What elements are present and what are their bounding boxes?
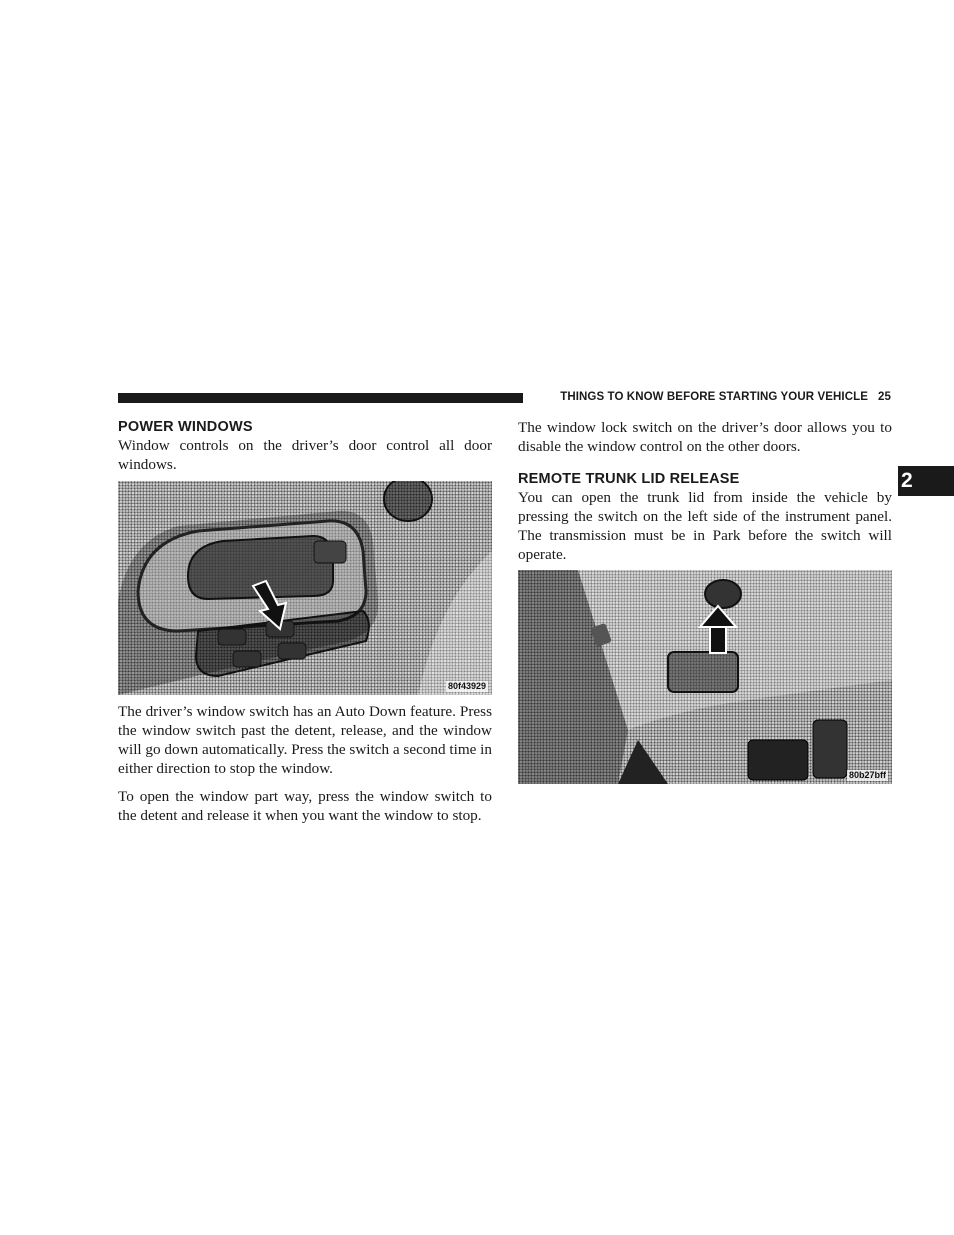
chapter-tab: 2 xyxy=(898,466,954,496)
figure-code: 80b27bff xyxy=(848,770,886,780)
door-window-switch-illustration xyxy=(118,481,492,695)
right-column xyxy=(518,418,892,791)
section-heading-power-windows: POWER WINDOWS xyxy=(118,419,253,435)
running-header xyxy=(533,390,891,405)
figure-code: 80f43929 xyxy=(447,681,486,691)
door-panel-drawing xyxy=(118,481,492,695)
header-title: THINGS TO KNOW BEFORE STARTING YOUR VEHICLE xyxy=(560,391,868,403)
instrument-panel-drawing xyxy=(518,570,892,784)
trunk-release-switch-illustration xyxy=(518,570,892,784)
header-rule xyxy=(118,393,523,403)
auto-down-paragraph: The driver’s window switch has an Auto Down feature. Press the window switch past the detent, release, and the window will go down automatically. Press the switch a second time in either direction to stop the window. xyxy=(118,703,492,777)
window-lock-paragraph: The window lock switch on the driver’s door allows you to disable the window control on the other doors. xyxy=(518,419,892,455)
trunk-release-paragraph: You can open the trunk lid from inside the vehicle by pressing the switch on the left side of the instrument panel. The transmission must be in Park before the switch will operate. xyxy=(518,489,892,563)
part-way-paragraph: To open the window part way, press the window switch to the detent and release it when you want the window to stop. xyxy=(118,788,492,824)
power-windows-intro: Window controls on the driver’s door control all door windows. xyxy=(118,437,492,473)
section-heading-trunk-release: REMOTE TRUNK LID RELEASE xyxy=(518,471,740,487)
left-column xyxy=(118,418,492,825)
page-number: 25 xyxy=(878,391,891,403)
